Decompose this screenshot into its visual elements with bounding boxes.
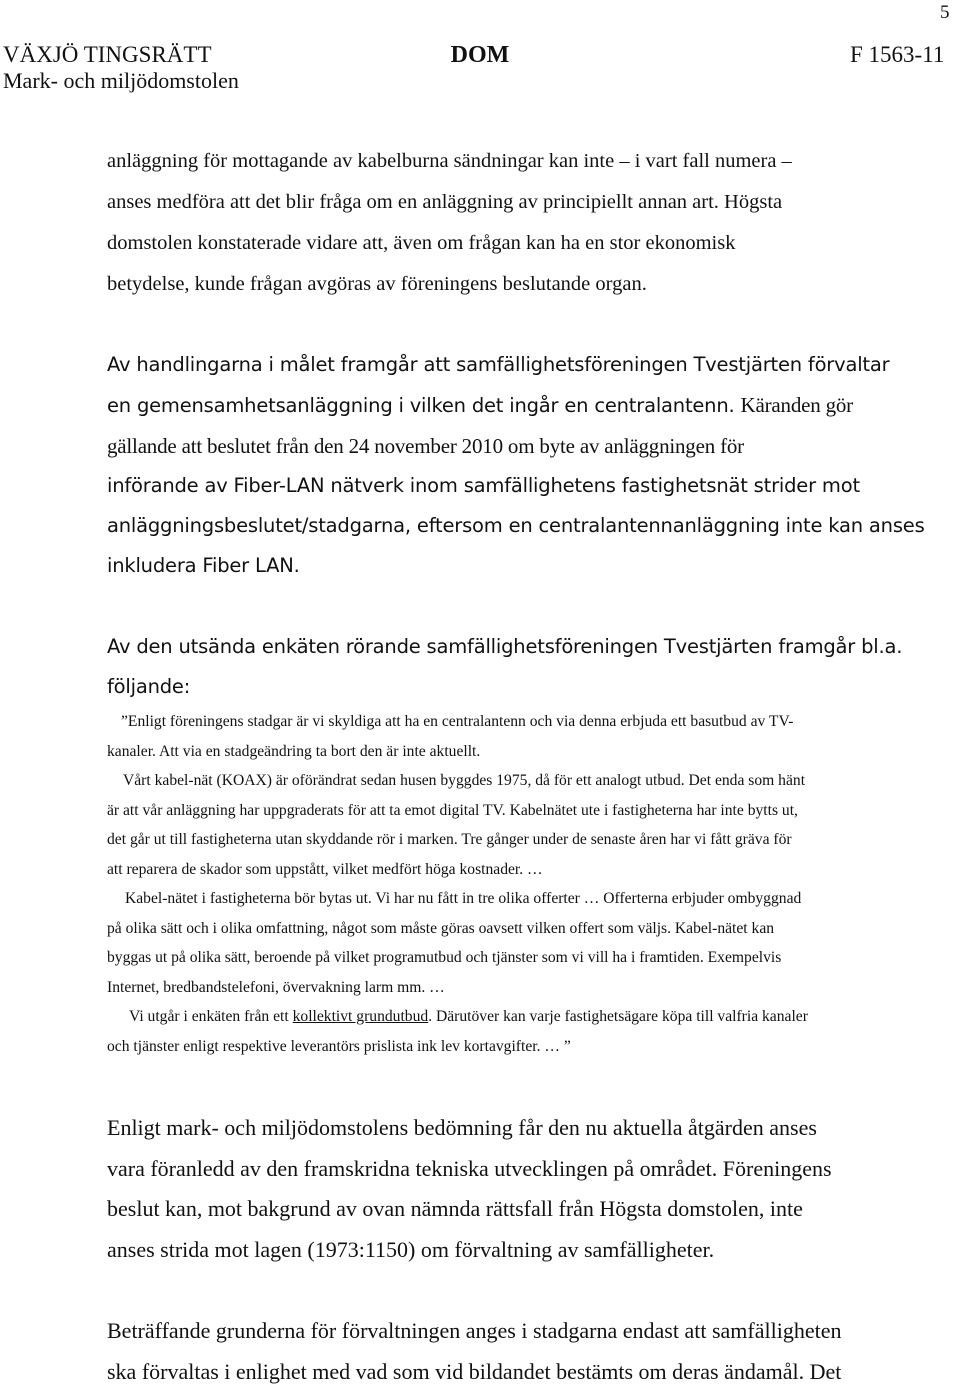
text-line: införande av Fiber-LAN nätverk inom samfällighetens fastighetsnät strider mot bbox=[107, 466, 925, 506]
paragraph-court-assessment bbox=[107, 1108, 832, 1270]
quote-line: byggas ut på olika sätt, beroende på vilket programutbud och tjänster som vi vill ha i framtiden. Exempelvis bbox=[107, 943, 808, 973]
quote-line: Internet, bredbandstelefoni, övervakning larm mm. … bbox=[107, 973, 808, 1003]
text-line: Enligt mark- och miljödomstolens bedömning får den nu aktuella åtgärden anses bbox=[107, 1108, 832, 1149]
quote-text: . Därutöver kan varje fastighetsägare köpa till valfria kanaler bbox=[428, 1008, 808, 1025]
quote-line: det går ut till fastigheterna utan skyddande rör i marken. Tre gånger under de senaste åren har vi fått gräva för bbox=[107, 825, 808, 855]
text-line: anläggning för mottagande av kabelburna sändningar kan inte – i vart fall numera – bbox=[107, 141, 792, 182]
text-line: Av den utsända enkäten rörande samfällighetsföreningen Tvestjärten framgår bl.a. bbox=[107, 627, 902, 667]
document-type: DOM bbox=[0, 42, 960, 68]
court-department: Mark- och miljödomstolen bbox=[3, 68, 239, 94]
paragraph-management-grounds bbox=[107, 1311, 841, 1392]
text-line: anses medföra att det blir fråga om en anläggning av principiellt annan art. Högsta bbox=[107, 182, 792, 223]
quote-line: på olika sätt och i olika omfattning, något som måste göras oavsett vilken offert som väljs. Kabel-nätet kan bbox=[107, 914, 808, 944]
quote-line: kanaler. Att via en stadgeändring ta bort den är inte aktuellt. bbox=[107, 737, 808, 767]
quote-line: att reparera de skador som uppstått, vilket medfört höga kostnader. … bbox=[107, 855, 808, 885]
paragraph-case-facts bbox=[107, 345, 925, 586]
paragraph-precedent bbox=[107, 141, 792, 305]
text-segment: Käranden gör bbox=[741, 393, 853, 417]
text-segment: en gemensamhetsanläggning i vilken det ingår en centralantenn. bbox=[107, 394, 735, 417]
quote-line: Kabel-nätet i fastigheterna bör bytas ut. Vi har nu fått in tre olika offerter … Offerterna erbjuder ombyggnad bbox=[107, 884, 808, 914]
text-line: ska förvaltas i enlighet med vad som vid bildandet bestämts om deras ändamål. Det bbox=[107, 1352, 841, 1392]
quote-line: och tjänster enligt respektive leverantörs prislista ink lev kortavgifter. … ” bbox=[107, 1032, 808, 1062]
case-number: F 1563-11 bbox=[850, 42, 944, 68]
quote-line: Vårt kabel-nät (KOAX) är oförändrat sedan husen byggdes 1975, då för ett analogt utbud. Det enda som hänt bbox=[107, 766, 808, 796]
text-line: inkludera Fiber LAN. bbox=[107, 546, 925, 586]
text-line: domstolen konstaterade vidare att, även om frågan kan ha en stor ekonomisk bbox=[107, 223, 792, 264]
text-line: gällande att beslutet från den 24 november 2010 om byte av anläggningen för bbox=[107, 426, 925, 466]
quote-line bbox=[107, 1002, 808, 1032]
paragraph-survey-intro bbox=[107, 627, 902, 707]
text-line: vara föranledd av den framskridna tekniska utvecklingen på området. Föreningens bbox=[107, 1149, 832, 1190]
text-line: Beträffande grunderna för förvaltningen anges i stadgarna endast att samfälligheten bbox=[107, 1311, 841, 1352]
survey-quote bbox=[107, 707, 808, 1061]
text-line bbox=[107, 385, 925, 426]
court-name: VÄXJÖ TINGSRÄTT bbox=[3, 42, 212, 68]
page-number: 5 bbox=[940, 2, 950, 24]
underlined-term: kollektivt grundutbud bbox=[293, 1008, 429, 1025]
text-line: anläggningsbeslutet/stadgarna, eftersom en centralantennanläggning inte kan anses bbox=[107, 506, 925, 546]
quote-line: är att vår anläggning har uppgraderats för att ta emot digital TV. Kabelnätet ute i fastigheterna har inte bytts ut, bbox=[107, 796, 808, 826]
text-line: beslut kan, mot bakgrund av ovan nämnda rättsfall från Högsta domstolen, inte bbox=[107, 1189, 832, 1230]
text-line: anses strida mot lagen (1973:1150) om förvaltning av samfälligheter. bbox=[107, 1230, 832, 1271]
text-line: Av handlingarna i målet framgår att samfällighetsföreningen Tvestjärten förvaltar bbox=[107, 345, 925, 385]
quote-line: ”Enligt föreningens stadgar är vi skyldiga att ha en centralantenn och via denna erbjuda ett basutbud av TV- bbox=[107, 707, 808, 737]
text-line: följande: bbox=[107, 667, 902, 707]
text-line: betydelse, kunde frågan avgöras av föreningens beslutande organ. bbox=[107, 264, 792, 305]
quote-text: Vi utgår i enkäten från ett bbox=[129, 1008, 293, 1025]
